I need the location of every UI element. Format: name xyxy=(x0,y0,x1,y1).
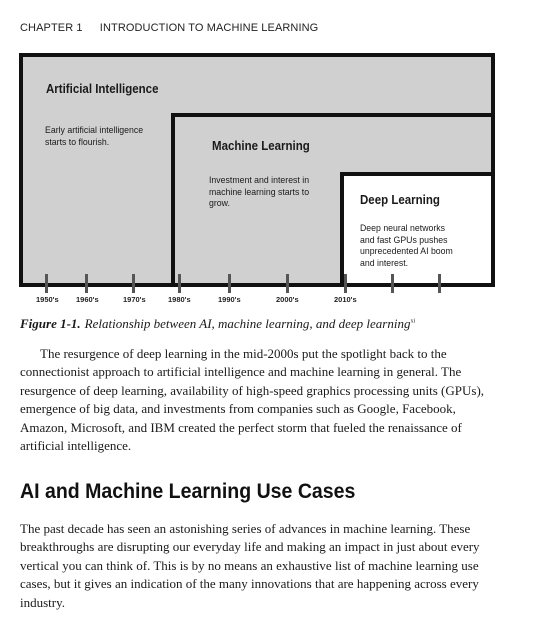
timeline-tick xyxy=(228,274,231,293)
ai-description: Early artificial intelligence starts to flourish. xyxy=(45,125,144,148)
running-header xyxy=(20,22,318,34)
timeline-label: 1950's xyxy=(36,295,59,304)
timeline-label: 1990's xyxy=(218,295,241,304)
timeline-tick xyxy=(178,274,181,293)
timeline-tick xyxy=(286,274,289,293)
timeline-tick xyxy=(438,274,441,293)
figure-right-border xyxy=(491,53,495,287)
figure-caption xyxy=(20,316,415,332)
timeline-label: 1960's xyxy=(76,295,99,304)
section-heading: AI and Machine Learning Use Cases xyxy=(20,480,356,503)
chapter-number: CHAPTER 1 xyxy=(20,22,83,34)
ai-ml-dl-figure xyxy=(19,53,495,304)
timeline-tick xyxy=(391,274,394,293)
body-paragraph: The past decade has seen an astonishing series of advances in machine learning. These breakthroughs are disrupting our everyday life and making an impact in just about every vertical you can think of. This is by no means an exhaustive list of machine learning use cases, but it gives an indication of the many innovations that are happening across every industry. xyxy=(20,521,480,610)
caption-text: Relationship between AI, machine learning, and deep learning xyxy=(84,316,411,331)
timeline-label: 2000's xyxy=(276,295,299,304)
chapter-title: INTRODUCTION TO MACHINE LEARNING xyxy=(99,22,319,34)
timeline-label: 2010's xyxy=(334,295,357,304)
ai-title: Artificial Intelligence xyxy=(46,82,159,96)
timeline-tick xyxy=(45,274,48,293)
dl-description: Deep neural networks and fast GPUs pushes unprecedented AI boom and interest. xyxy=(360,223,453,269)
ml-description: Investment and interest in machine learning starts to grow. xyxy=(209,175,310,209)
footnote-ref: xi xyxy=(410,318,416,325)
figure-bottom-border xyxy=(19,283,495,287)
timeline-tick xyxy=(132,274,135,293)
timeline-label: 1970's xyxy=(123,295,146,304)
timeline-label: 1980's xyxy=(168,295,191,304)
ml-title: Machine Learning xyxy=(212,139,310,153)
timeline-tick xyxy=(85,274,88,293)
dl-title: Deep Learning xyxy=(360,193,440,207)
timeline-tick xyxy=(344,274,347,293)
body-paragraph: The resurgence of deep learning in the mid-2000s put the spotlight back to the connectionist approach to artificial intelligence and machine learning in general. The resurgence of deep learning, availability of high-speed graphics processing units (GPUs), emergence of big data, and investments from companies such as Google, Facebook, Amazon, Microsoft, and IBM created the perfect storm that fueled the renaissance of artificial intelligence. xyxy=(20,346,485,454)
figure-label: Figure 1-1. xyxy=(20,316,81,331)
